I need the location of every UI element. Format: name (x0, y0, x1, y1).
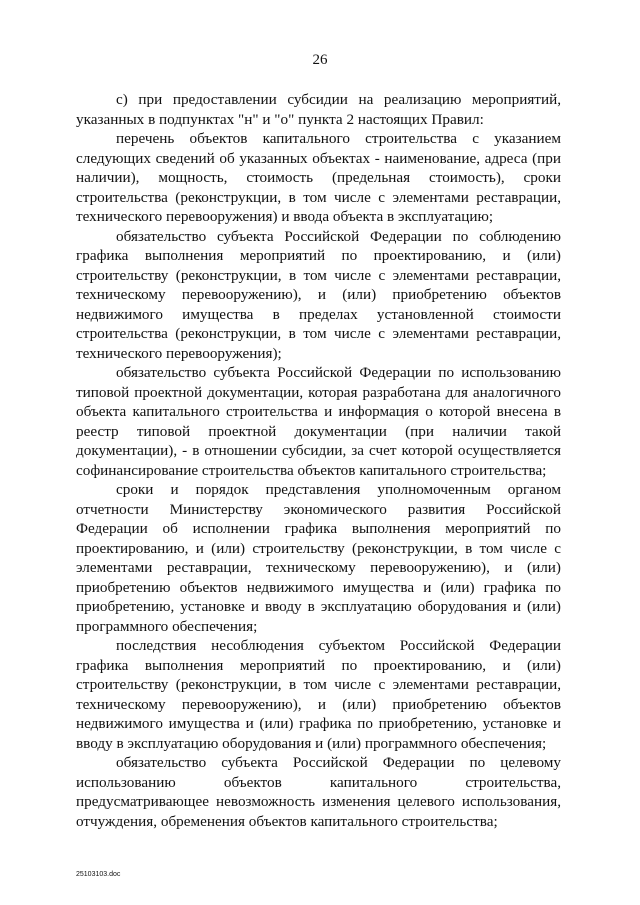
paragraph-intro: с) при предоставлении субсидии на реализацию мероприятий, указанных в подпунктах "н" и "о" пункта 2 настоящих Правил: (76, 91, 561, 128)
paragraph-reporting-terms: сроки и порядок представления уполномоченным органом отчетности Министерству экономического развития Российской Федерации об исполнении графика выполнения мероприятий по проектированию, и (или) строительству (реконструкции, в том числе с элементами реставрации, техническому перевооружению), и (или) приобретению объектов недвижимого имущества и (или) графика по приобретению, установке и вводу в эксплуатацию оборудования и (или) программного обеспечения; (76, 481, 561, 635)
page-number: 26 (312, 52, 328, 68)
paragraph-non-compliance-consequences: последствия несоблюдения субъектом Российской Федерации графика выполнения мероприятий по проектированию, и (или) строительству (реконструкции, в том числе с элементами реставрации, техническому перевооружению), и (или) приобретению объектов недвижимого имущества и (или) графика по приобретению, установке и вводу в эксплуатацию оборудования и (или) программного обеспечения; (76, 637, 561, 752)
paragraph-object-list: перечень объектов капитального строительства с указанием следующих сведений об указанных объектах - наименование, адреса (при наличии), мощность, стоимость (предельная стоимость), сроки строительства (реконструкции, в том числе с элементами реставрации, технического перевооружения) и ввода объекта в эксплуатацию; (76, 130, 561, 225)
footer-doc-code: 25103103.doc (76, 871, 121, 878)
paragraph-target-use-obligation: обязательство субъекта Российской Федерации по целевому использованию объектов капитального строительства, предусматривающее невозможность изменения целевого использования, отчуждения, обременения объектов капитального строительства; (76, 754, 561, 830)
paragraph-schedule-obligation: обязательство субъекта Российской Федерации по соблюдению графика выполнения мероприятий по проектированию, и (или) строительству (реконструкции, в том числе с элементами реставрации, техническому перевооружению), и (или) приобретению объектов недвижимого имущества в пределах установленной стоимости строительства (реконструкции, в том числе с элементами реставрации, технического перевооружения); (76, 227, 561, 362)
paragraph-typical-docs-obligation: обязательство субъекта Российской Федерации по использованию типовой проектной документации, которая разработана для аналогичного объекта капитального строительства и информация о которой внесена в реестр типовой проектной документации (при наличии такой документации), - в отношении субсидии, за счет которой осуществляется софинансирование строительства объектов капитального строительства; (76, 364, 561, 479)
document-body (76, 90, 561, 831)
